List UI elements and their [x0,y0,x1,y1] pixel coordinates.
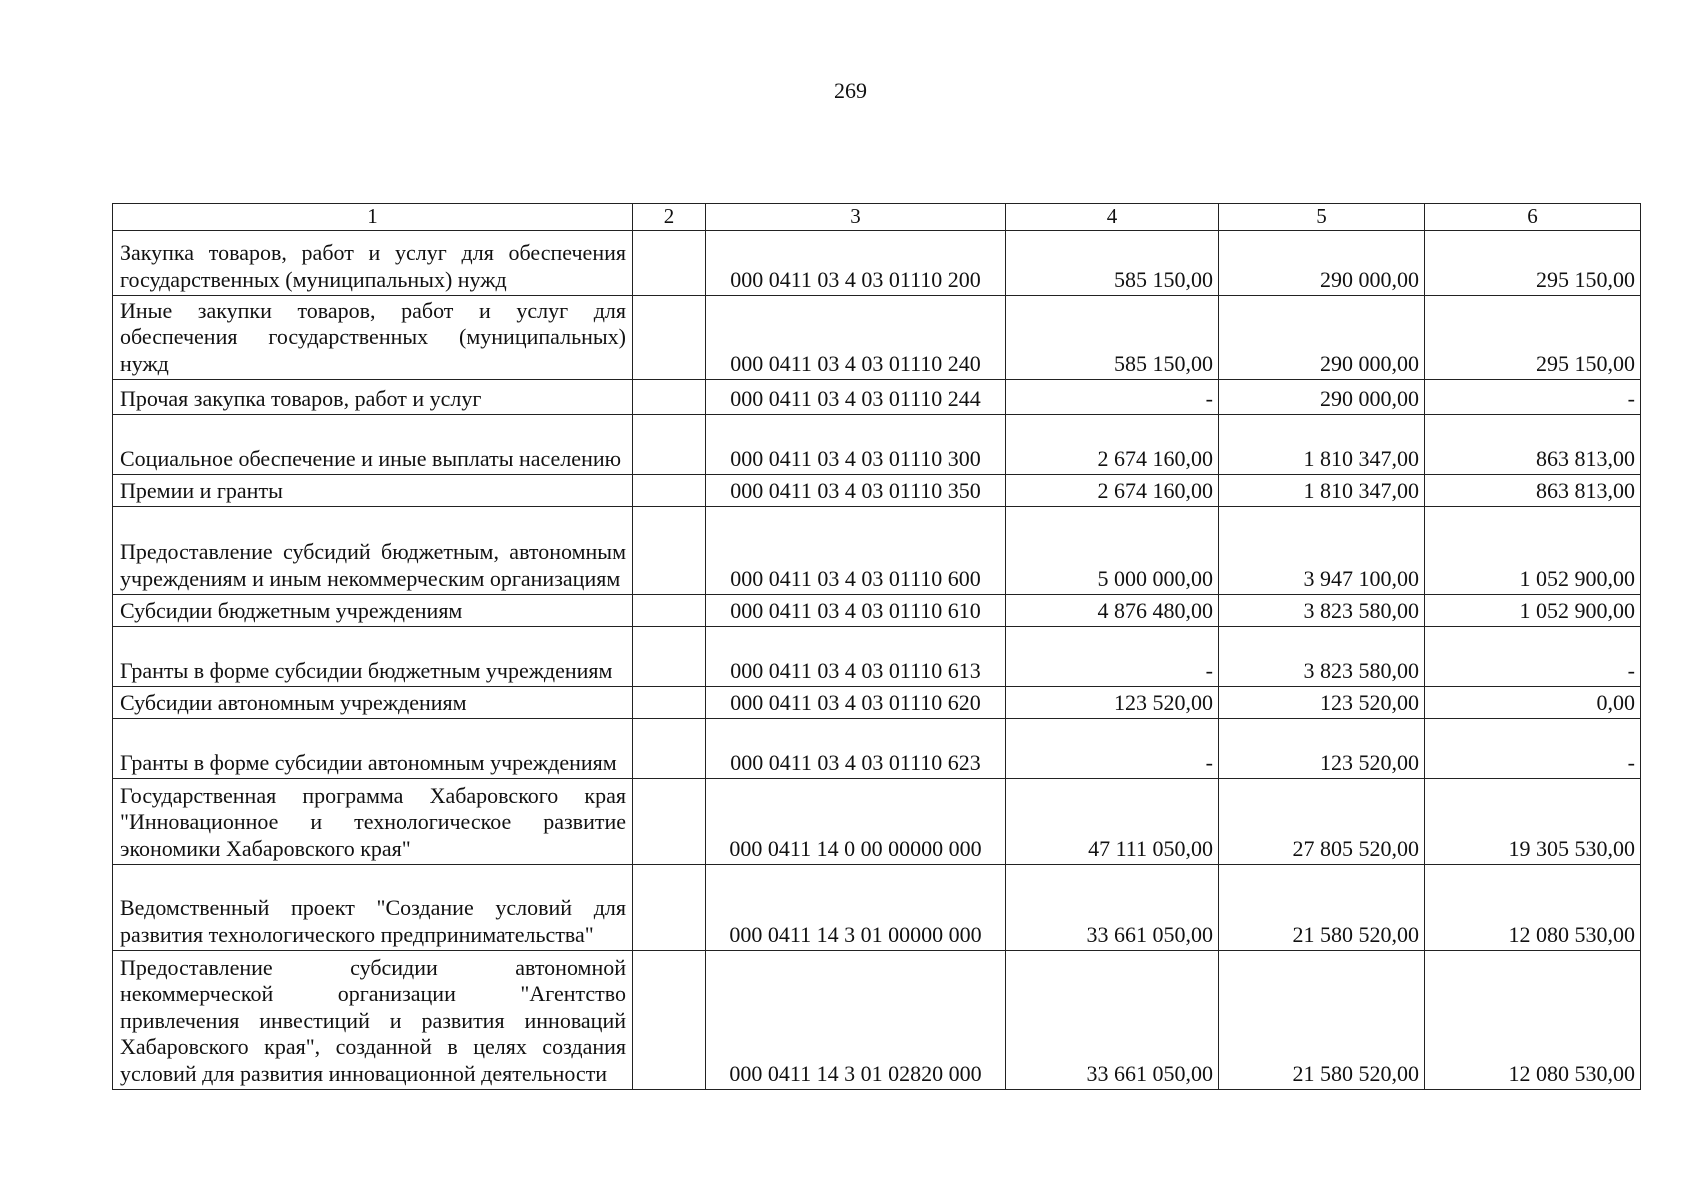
row-value-5-cell: 123 520,00 [1219,687,1425,719]
table-row [113,296,1641,380]
row-value-5-cell: 3 947 100,00 [1219,507,1425,595]
table-row [113,475,1641,507]
row-value-6-cell: 863 813,00 [1425,415,1641,475]
row-code-cell: 000 0411 14 0 00 00000 000 [706,779,1006,865]
row-value-4-cell: 2 674 160,00 [1006,475,1219,507]
row-name-cell: Закупка товаров, работ и услуг для обеспечения государственных (муниципальных) нужд [113,231,633,296]
table-row [113,380,1641,415]
row-value-5-cell: 3 823 580,00 [1219,627,1425,687]
row-value-6-cell: - [1425,380,1641,415]
row-code-cell: 000 0411 03 4 03 01110 300 [706,415,1006,475]
row-value-5-cell: 1 810 347,00 [1219,475,1425,507]
row-column-2-cell [633,865,706,951]
row-column-2-cell [633,231,706,296]
table-row [113,687,1641,719]
row-value-6-cell: 1 052 900,00 [1425,595,1641,627]
column-header-2: 2 [633,204,706,231]
table-row [113,231,1641,296]
row-value-6-cell: 295 150,00 [1425,296,1641,380]
row-value-5-cell: 27 805 520,00 [1219,779,1425,865]
row-column-2-cell [633,951,706,1090]
row-value-4-cell: 33 661 050,00 [1006,865,1219,951]
row-code-cell: 000 0411 03 4 03 01110 623 [706,719,1006,779]
row-column-2-cell [633,627,706,687]
column-header-5: 5 [1219,204,1425,231]
row-name-cell: Ведомственный проект "Создание условий для развития технологического предпринимательства" [113,865,633,951]
row-value-6-cell: 12 080 530,00 [1425,951,1641,1090]
row-value-4-cell: - [1006,380,1219,415]
row-value-5-cell: 1 810 347,00 [1219,415,1425,475]
row-name-cell: Субсидии автономным учреждениям [113,687,633,719]
table-row [113,595,1641,627]
column-number-row [113,204,1641,231]
table-row [113,951,1641,1090]
row-value-5-cell: 290 000,00 [1219,296,1425,380]
row-code-cell: 000 0411 14 3 01 00000 000 [706,865,1006,951]
row-column-2-cell [633,475,706,507]
table-row [113,865,1641,951]
row-code-cell: 000 0411 03 4 03 01110 613 [706,627,1006,687]
row-column-2-cell [633,507,706,595]
row-column-2-cell [633,415,706,475]
row-value-4-cell: 123 520,00 [1006,687,1219,719]
row-value-6-cell: 1 052 900,00 [1425,507,1641,595]
table-row [113,415,1641,475]
column-header-1: 1 [113,204,633,231]
row-value-6-cell: - [1425,627,1641,687]
row-code-cell: 000 0411 03 4 03 01110 200 [706,231,1006,296]
row-value-6-cell: - [1425,719,1641,779]
row-value-5-cell: 3 823 580,00 [1219,595,1425,627]
row-name-cell: Предоставление субсидий бюджетным, автономным учреждениям и иным некоммерческим организациям [113,507,633,595]
row-value-4-cell: 585 150,00 [1006,296,1219,380]
row-column-2-cell [633,719,706,779]
row-code-cell: 000 0411 03 4 03 01110 600 [706,507,1006,595]
row-code-cell: 000 0411 03 4 03 01110 244 [706,380,1006,415]
row-value-4-cell: 4 876 480,00 [1006,595,1219,627]
row-code-cell: 000 0411 03 4 03 01110 620 [706,687,1006,719]
row-name-cell: Гранты в форме субсидии бюджетным учреждениям [113,627,633,687]
row-value-6-cell: 0,00 [1425,687,1641,719]
row-name-cell: Субсидии бюджетным учреждениям [113,595,633,627]
row-value-4-cell: - [1006,627,1219,687]
row-name-cell: Прочая закупка товаров, работ и услуг [113,380,633,415]
row-column-2-cell [633,779,706,865]
row-value-4-cell: 47 111 050,00 [1006,779,1219,865]
table-row [113,779,1641,865]
row-code-cell: 000 0411 14 3 01 02820 000 [706,951,1006,1090]
row-name-cell: Премии и гранты [113,475,633,507]
row-code-cell: 000 0411 03 4 03 01110 350 [706,475,1006,507]
column-header-3: 3 [706,204,1006,231]
column-header-4: 4 [1006,204,1219,231]
row-column-2-cell [633,595,706,627]
row-value-6-cell: 12 080 530,00 [1425,865,1641,951]
column-header-6: 6 [1425,204,1641,231]
row-value-6-cell: 295 150,00 [1425,231,1641,296]
table-row [113,627,1641,687]
row-value-5-cell: 21 580 520,00 [1219,865,1425,951]
row-name-cell: Государственная программа Хабаровского края "Инновационное и технологическое развитие экономики Хабаровского края" [113,779,633,865]
row-value-4-cell: 585 150,00 [1006,231,1219,296]
row-column-2-cell [633,380,706,415]
row-value-4-cell: 33 661 050,00 [1006,951,1219,1090]
table-row [113,719,1641,779]
row-name-cell: Предоставление субсидии автономной некоммерческой организации "Агентство привлечения инвестиций и развития инноваций Хабаровского края", созданной в целях создания условий для развития инновационной деятельности [113,951,633,1090]
row-value-4-cell: - [1006,719,1219,779]
row-value-5-cell: 21 580 520,00 [1219,951,1425,1090]
row-name-cell: Социальное обеспечение и иные выплаты населению [113,415,633,475]
row-value-6-cell: 19 305 530,00 [1425,779,1641,865]
row-value-5-cell: 123 520,00 [1219,719,1425,779]
row-value-6-cell: 863 813,00 [1425,475,1641,507]
row-code-cell: 000 0411 03 4 03 01110 610 [706,595,1006,627]
row-name-cell: Иные закупки товаров, работ и услуг для обеспечения государственных (муниципальных) нужд [113,296,633,380]
row-value-5-cell: 290 000,00 [1219,231,1425,296]
row-value-4-cell: 5 000 000,00 [1006,507,1219,595]
page-number: 269 [834,78,867,103]
budget-table [112,203,1641,1090]
row-code-cell: 000 0411 03 4 03 01110 240 [706,296,1006,380]
row-column-2-cell [633,296,706,380]
row-column-2-cell [633,687,706,719]
row-value-5-cell: 290 000,00 [1219,380,1425,415]
row-name-cell: Гранты в форме субсидии автономным учреждениям [113,719,633,779]
table-row [113,507,1641,595]
row-value-4-cell: 2 674 160,00 [1006,415,1219,475]
